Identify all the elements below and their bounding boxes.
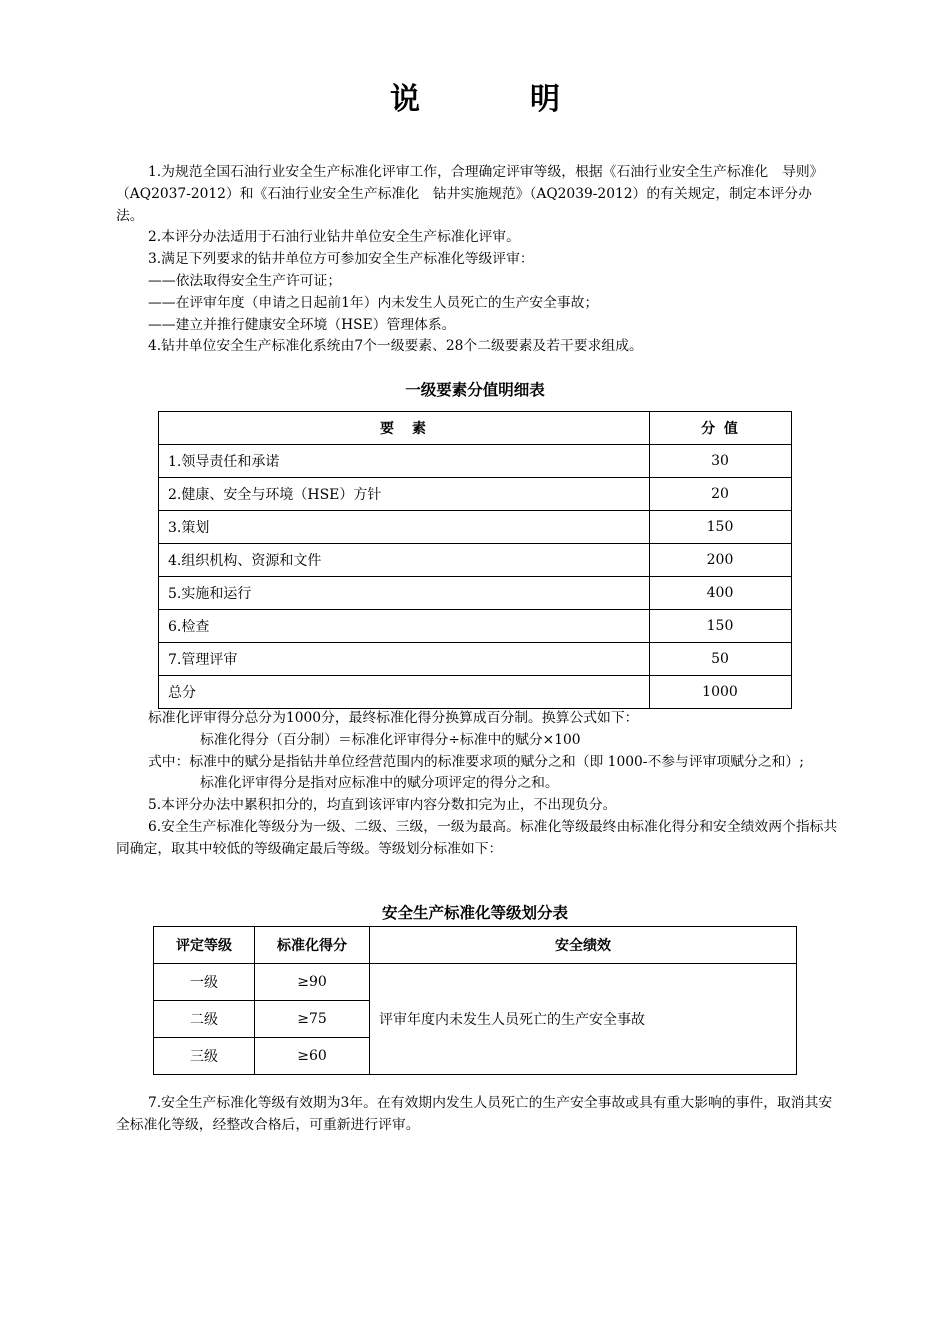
requirement-3: ——建立并推行健康安全环境（HSE）管理体系。 xyxy=(148,316,456,333)
table-row xyxy=(159,445,792,478)
score-cell: 150 xyxy=(650,511,792,544)
score-cell: 400 xyxy=(650,577,792,610)
element-cell: 5.实施和运行 xyxy=(159,577,650,610)
table-row xyxy=(159,478,792,511)
header-standard-score: 标准化得分 xyxy=(255,927,370,964)
paragraph-4: 4.钻井单位安全生产标准化系统由7个一级要素、28个二级要素及若干要求组成。 xyxy=(148,338,643,355)
table-row xyxy=(159,511,792,544)
paragraph-7: 7.安全生产标准化等级有效期为3年。在有效期内发生人员死亡的生产安全事故或具有重大影响的事件，取消其安全标准化等级，经整改合格后，可重新进行评审。 xyxy=(116,1095,833,1133)
grade-cell: 一级 xyxy=(154,964,255,1001)
header-element: 要 素 xyxy=(159,412,650,445)
paragraph-2: 2.本评分办法适用于石油行业钻井单位安全生产标准化评审。 xyxy=(148,229,520,246)
element-cell: 6.检查 xyxy=(159,610,650,643)
score-cell: ≥75 xyxy=(255,1001,370,1038)
paragraph-3: 3.满足下列要求的钻井单位方可参加安全生产标准化等级评审： xyxy=(148,251,534,268)
grade-cell: 三级 xyxy=(154,1038,255,1075)
closing-section xyxy=(116,1093,838,1137)
paragraph-1: 1.为规范全国石油行业安全生产标准化评审工作，合理确定评审等级，根据《石油行业安全生产标准化 导则》（AQ2037-2012）和《石油行业安全生产标准化 钻井实施规范》（AQ2039-2012）的有关规定，制定本评分办法。 xyxy=(116,164,824,224)
element-cell: 4.组织机构、资源和文件 xyxy=(159,544,650,577)
header-safety-performance: 安全绩效 xyxy=(370,927,797,964)
element-cell: 7.管理评审 xyxy=(159,643,650,676)
table-row-total xyxy=(159,676,792,709)
grade-cell: 二级 xyxy=(154,1001,255,1038)
formula-section xyxy=(116,708,838,861)
page-title: 说 明 xyxy=(390,82,600,117)
score-cell: 50 xyxy=(650,643,792,676)
score-cell: 20 xyxy=(650,478,792,511)
performance-cell: 评审年度内未发生人员死亡的生产安全事故 xyxy=(370,964,797,1075)
intro-section xyxy=(116,162,838,358)
table-row xyxy=(159,610,792,643)
score-cell: 1000 xyxy=(650,676,792,709)
table-row xyxy=(159,577,792,610)
requirement-2: ——在评审年度（申请之日起前1年）内未发生人员死亡的生产安全事故； xyxy=(148,294,599,311)
formula-intro: 标准化评审得分总分为1000分，最终标准化得分换算成百分制。换算公式如下： xyxy=(148,710,639,726)
table-row xyxy=(154,964,797,1001)
score-cell: ≥60 xyxy=(255,1038,370,1075)
grade-table-caption: 安全生产标准化等级划分表 xyxy=(381,904,568,922)
paragraph-5: 5.本评分办法中累积扣分的，均直到该评审内容分数扣完为止，不出现负分。 xyxy=(148,797,617,814)
table-header-row xyxy=(154,927,797,964)
score-cell: 30 xyxy=(650,445,792,478)
element-score-table xyxy=(158,411,792,709)
header-grade: 评定等级 xyxy=(154,927,255,964)
grade-classification-table xyxy=(153,926,797,1075)
score-cell: ≥90 xyxy=(255,964,370,1001)
table-header-row xyxy=(159,412,792,445)
score-cell: 200 xyxy=(650,544,792,577)
element-cell: 3.策划 xyxy=(159,511,650,544)
table-row xyxy=(159,544,792,577)
requirement-1: ——依法取得安全生产许可证； xyxy=(148,272,342,289)
formula-definition-1: 式中：标准中的赋分是指钻井单位经营范围内的标准要求项的赋分之和（即 1000-不参与评审项赋分之和）; xyxy=(148,753,804,770)
element-cell: 1.领导责任和承诺 xyxy=(159,445,650,478)
paragraph-6: 6.安全生产标准化等级分为一级、二级、三级，一级为最高。标准化等级最终由标准化得分和安全绩效两个指标共同确定，取其中较低的等级确定最后等级。等级划分标准如下： xyxy=(116,818,838,857)
table-row xyxy=(159,643,792,676)
score-cell: 150 xyxy=(650,610,792,643)
formula-expression: 标准化得分（百分制）＝标准化评审得分÷标准中的赋分×100 xyxy=(200,731,581,748)
element-cell: 总分 xyxy=(159,676,650,709)
element-table-caption: 一级要素分值明细表 xyxy=(405,381,545,399)
element-cell: 2.健康、安全与环境（HSE）方针 xyxy=(159,478,650,511)
formula-definition-2: 标准化评审得分是指对应标准中的赋分项评定的得分之和。 xyxy=(200,775,559,792)
header-score: 分 值 xyxy=(650,412,792,445)
